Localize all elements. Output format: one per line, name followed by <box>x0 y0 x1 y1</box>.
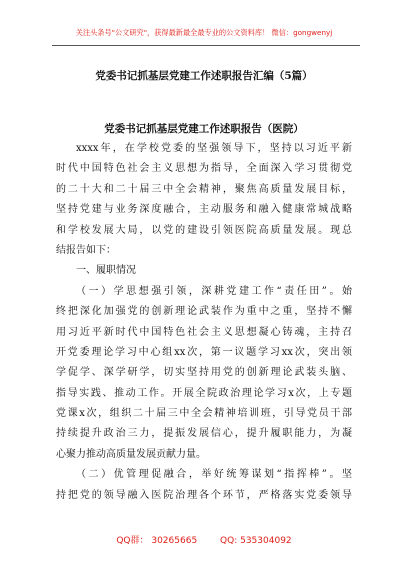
body-line: 用习近平新时代中国特色社会主义思想凝心铸魂，主持召 <box>56 326 352 338</box>
footer-qq: QQ: 535304092 <box>220 536 292 546</box>
body-line: 坚持党建与业务深度融合，主动服务和融入健康常城战略 <box>56 204 352 216</box>
body-line: 和学校发展大局，以党的建设引领医院高质量发展。现总 <box>56 224 352 236</box>
body-line: 指导实践、推动工作。开展全院政治理论学习x次，上专题 <box>56 387 352 399</box>
body-line: 结报告如下： <box>56 244 116 256</box>
footer-qq-group: QQ群： 30265665 <box>116 536 198 546</box>
body-line: 持续提升政治三力，提振发展信心，提升履职能力，为凝 <box>56 428 352 440</box>
section-heading: 一、履职情况 <box>76 265 136 277</box>
body-line: （一）学思想强引领，深耕党建工作“责任田”。始 <box>76 285 352 297</box>
body-line: 开党委理论学习中心组xx次，第一议题学习xx次，突出领 <box>56 346 352 358</box>
document-subtitle: 党委书记抓基层党建工作述职报告（医院） <box>104 123 304 135</box>
body-line: 的二十大和二十届三中全会精神，聚焦高质量发展目标， <box>56 183 352 195</box>
document-title: 党委书记抓基层党建工作述职报告汇编（5篇） <box>95 70 313 82</box>
header-divider <box>52 45 360 46</box>
body-line: 持把党的领导融入医院治理各个环节，严格落实党委领导 <box>56 489 352 501</box>
body-line: 心聚力推动高质量发展贡献力量。 <box>56 448 206 460</box>
body-line: 时代中国特色社会主义思想为指导，全面深入学习贯彻党 <box>56 163 352 175</box>
body-line: 终把深化加强党的创新理论武装作为重中之重，坚持不懈 <box>56 306 352 318</box>
document-body <box>56 139 352 506</box>
header-banner: 关注头条号"公文研究"，获得最新最全最专业的公文资料库！ 微信：gongwenyj <box>75 28 333 37</box>
body-line: （二）优管理促融合，举好统筹谋划“指挥棒”。坚 <box>76 469 352 481</box>
body-line: 党课x次，组织二十届三中全会精神培训班，引导党员干部 <box>56 408 352 420</box>
footer-contact <box>0 533 408 546</box>
body-line: xxxx年，在学校党委的坚强领导下，坚持以习近平新 <box>76 143 352 154</box>
body-line: 学促学、深学研学，切实坚持用党的创新理论武装头脑、 <box>56 367 352 379</box>
